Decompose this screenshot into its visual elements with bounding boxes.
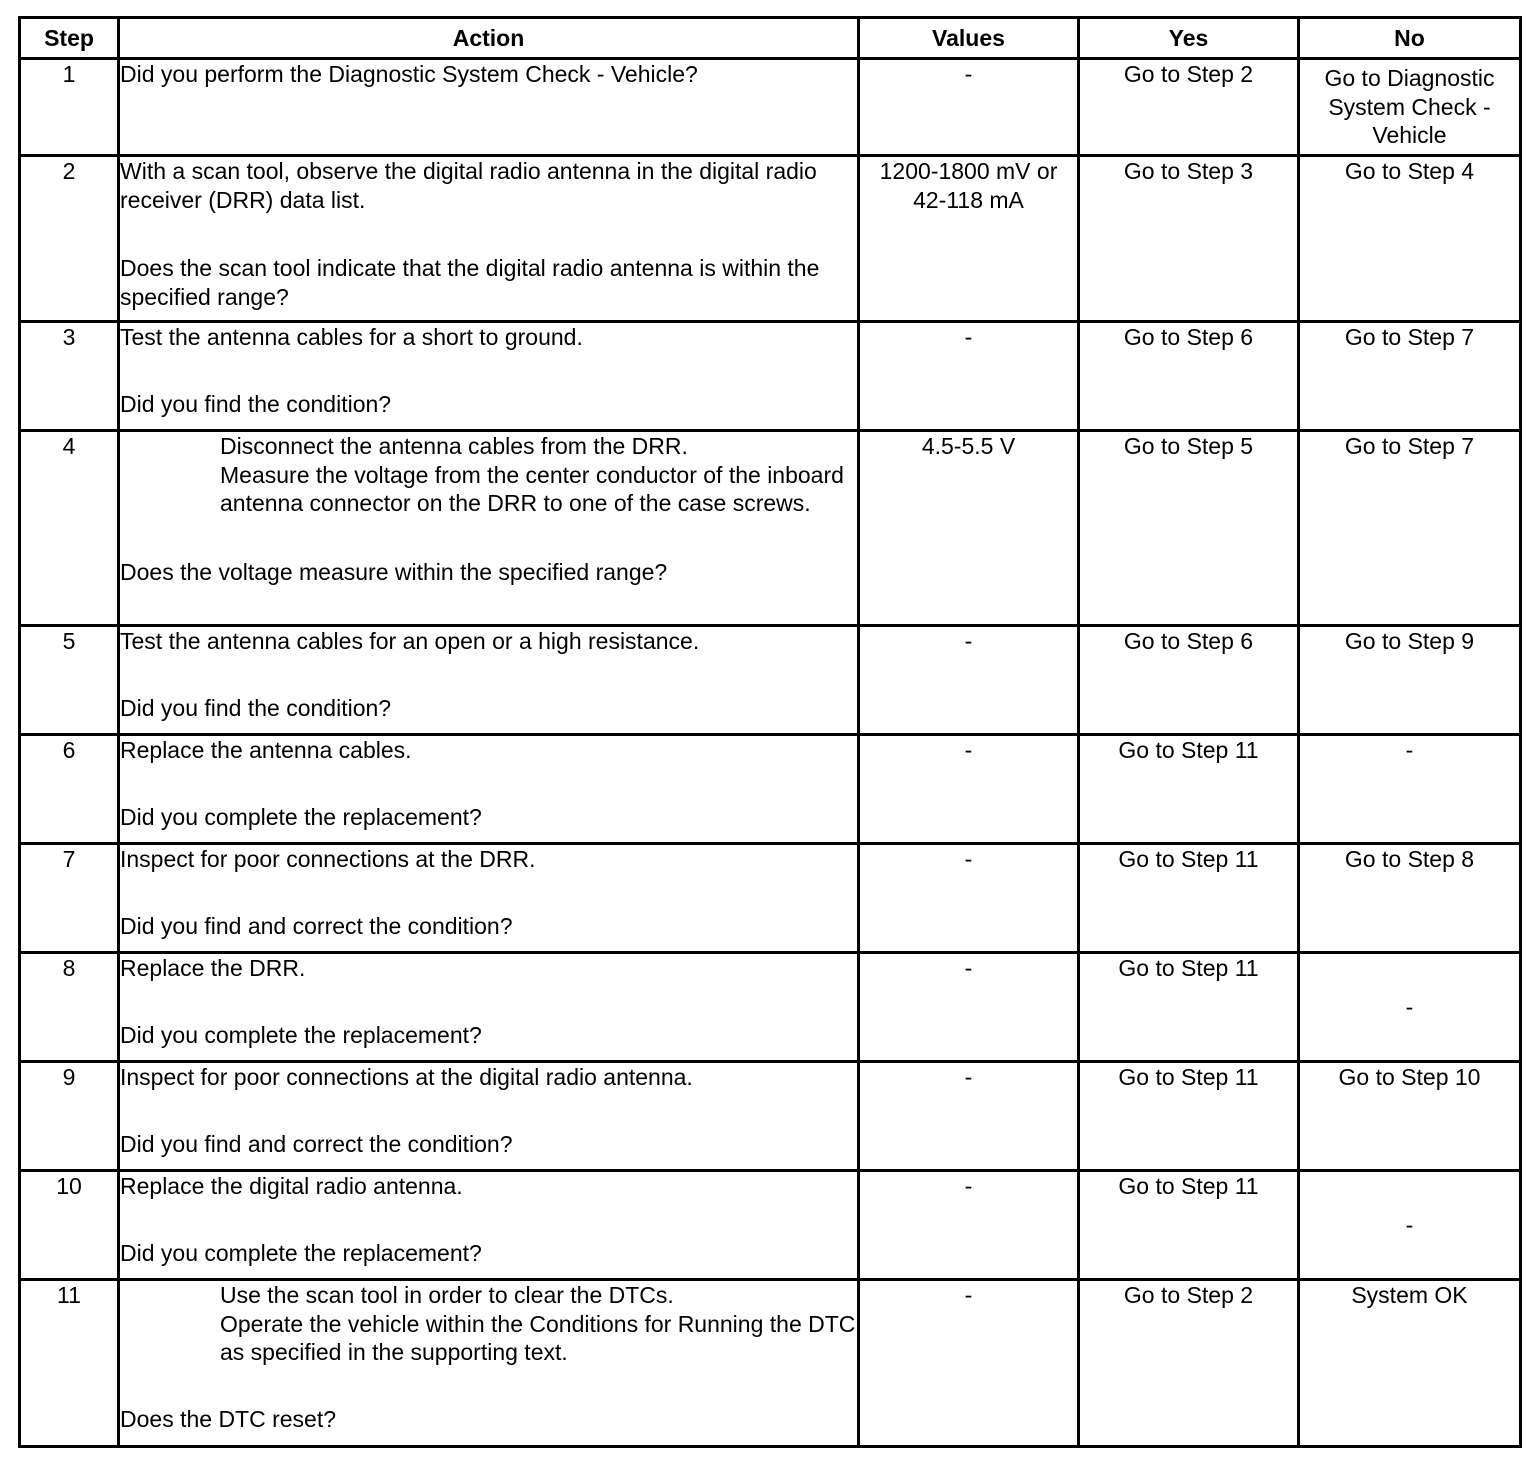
- no-cell: Go to Step 4: [1299, 156, 1521, 322]
- value-cell: -: [859, 1280, 1079, 1447]
- value-cell: -: [859, 1171, 1079, 1280]
- diagnostic-table: [18, 16, 1522, 1448]
- no-cell: Go to Step 7: [1299, 322, 1521, 431]
- table-row: [20, 156, 1521, 322]
- no-cell: -: [1299, 953, 1521, 1062]
- action-cell: [119, 844, 859, 953]
- yes-cell: Go to Step 2: [1079, 59, 1299, 156]
- table-row: [20, 59, 1521, 156]
- no-cell: System OK: [1299, 1280, 1521, 1447]
- action-text: Measure the voltage from the center conductor of the inboard antenna connector on the DRR to one of the case screws.: [220, 461, 844, 516]
- yes-cell: Go to Step 11: [1079, 1062, 1299, 1171]
- action-cell: [119, 1280, 859, 1447]
- action-text: Replace the antenna cables.: [120, 737, 412, 763]
- yes-cell: Go to Step 11: [1079, 844, 1299, 953]
- step-number: 10: [20, 1171, 119, 1280]
- action-cell: [119, 1062, 859, 1171]
- table-row: [20, 431, 1521, 626]
- value-cell: -: [859, 735, 1079, 844]
- action-cell: [119, 322, 859, 431]
- yes-cell: Go to Step 5: [1079, 431, 1299, 626]
- value-cell: 1200-1800 mV or 42-118 mA: [859, 156, 1079, 322]
- value-cell: -: [859, 626, 1079, 735]
- value-cell: -: [859, 322, 1079, 431]
- header-yes: Yes: [1079, 18, 1299, 59]
- action-question: Did you find and correct the condition?: [120, 1130, 513, 1157]
- action-question: Did you find and correct the condition?: [120, 912, 513, 939]
- value-cell: -: [859, 844, 1079, 953]
- table-row: [20, 1280, 1521, 1447]
- action-question: Did you find the condition?: [120, 694, 392, 721]
- action-text: Inspect for poor connections at the digital radio antenna.: [120, 1064, 693, 1090]
- table-row: [20, 1062, 1521, 1171]
- action-text: Test the antenna cables for an open or a high resistance.: [120, 628, 700, 654]
- action-question: Does the voltage measure within the specified range?: [120, 558, 668, 585]
- action-cell: [119, 59, 859, 156]
- action-text: Replace the DRR.: [120, 955, 306, 981]
- yes-cell: Go to Step 11: [1079, 1171, 1299, 1280]
- header-step: Step: [20, 18, 119, 59]
- step-number: 9: [20, 1062, 119, 1171]
- yes-cell: Go to Step 2: [1079, 1280, 1299, 1447]
- table-row: [20, 1171, 1521, 1280]
- no-cell: Go to Step 8: [1299, 844, 1521, 953]
- step-number: 2: [20, 156, 119, 322]
- yes-cell: Go to Step 11: [1079, 735, 1299, 844]
- action-text: Disconnect the antenna cables from the DRR.: [220, 433, 688, 459]
- step-number: 6: [20, 735, 119, 844]
- no-cell: -: [1299, 735, 1521, 844]
- action-text: Inspect for poor connections at the DRR.: [120, 846, 536, 872]
- diagnostic-document: [18, 16, 1522, 1448]
- value-cell: -: [859, 1062, 1079, 1171]
- action-text: Operate the vehicle within the Conditions for Running the DTC as specified in the supporting text.: [220, 1310, 856, 1365]
- action-cell: [119, 156, 859, 322]
- no-cell: Go to Step 7: [1299, 431, 1521, 626]
- step-number: 5: [20, 626, 119, 735]
- value-cell: 4.5-5.5 V: [859, 431, 1079, 626]
- value-cell: -: [859, 59, 1079, 156]
- no-cell: Go to Step 10: [1299, 1062, 1521, 1171]
- no-cell: Go to Diagnostic System Check - Vehicle: [1299, 59, 1521, 156]
- action-text: Use the scan tool in order to clear the DTCs.: [220, 1282, 674, 1308]
- value-cell: -: [859, 953, 1079, 1062]
- yes-cell: Go to Step 11: [1079, 953, 1299, 1062]
- no-cell: -: [1299, 1171, 1521, 1280]
- action-cell: [119, 953, 859, 1062]
- yes-cell: Go to Step 3: [1079, 156, 1299, 322]
- step-number: 4: [20, 431, 119, 626]
- table-row: [20, 626, 1521, 735]
- step-number: 8: [20, 953, 119, 1062]
- action-text: Did you perform the Diagnostic System Check - Vehicle?: [120, 61, 698, 87]
- yes-cell: Go to Step 6: [1079, 322, 1299, 431]
- yes-cell: Go to Step 6: [1079, 626, 1299, 735]
- no-cell: Go to Step 9: [1299, 626, 1521, 735]
- table-row: [20, 953, 1521, 1062]
- table-row: [20, 735, 1521, 844]
- action-question: Did you complete the replacement?: [120, 1021, 482, 1048]
- table-row: [20, 322, 1521, 431]
- step-number: 11: [20, 1280, 119, 1447]
- action-question: Did you find the condition?: [120, 390, 392, 417]
- header-action: Action: [119, 18, 859, 59]
- header-no: No: [1299, 18, 1521, 59]
- action-text: Test the antenna cables for a short to ground.: [120, 324, 583, 350]
- action-cell: [119, 431, 859, 626]
- step-number: 7: [20, 844, 119, 953]
- step-number: 3: [20, 322, 119, 431]
- action-cell: [119, 626, 859, 735]
- action-cell: [119, 735, 859, 844]
- action-question: Did you complete the replacement?: [120, 1239, 482, 1266]
- table-row: [20, 844, 1521, 953]
- action-text: Replace the digital radio antenna.: [120, 1173, 463, 1199]
- action-question: Does the DTC reset?: [120, 1405, 337, 1432]
- action-question: Does the scan tool indicate that the digital radio antenna is within the specified range?: [120, 255, 820, 310]
- header-values: Values: [859, 18, 1079, 59]
- action-text: With a scan tool, observe the digital radio antenna in the digital radio receiver (DRR) data list.: [120, 158, 817, 213]
- header-row: [20, 18, 1521, 59]
- action-cell: [119, 1171, 859, 1280]
- step-number: 1: [20, 59, 119, 156]
- action-question: Did you complete the replacement?: [120, 803, 482, 830]
